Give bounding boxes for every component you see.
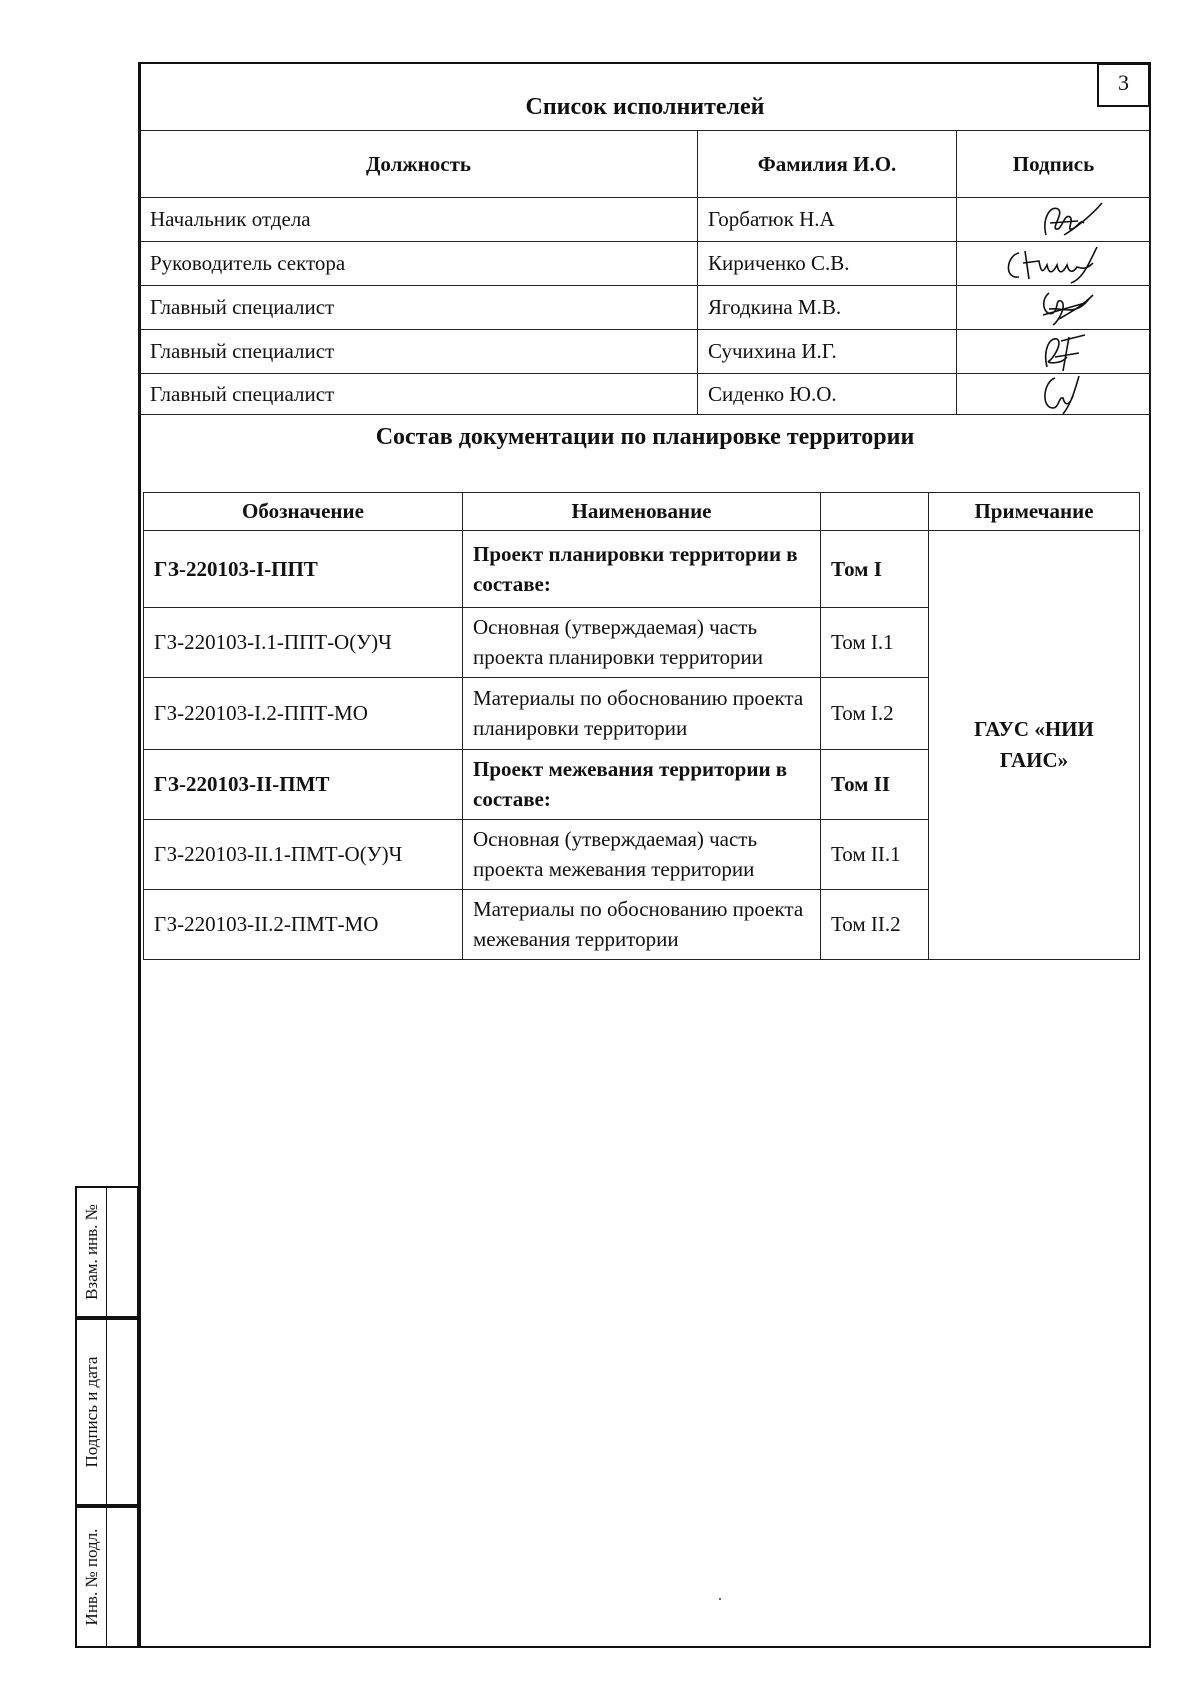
- volume-cell: Том I.2: [821, 677, 929, 749]
- volume-cell: Том II.2: [821, 889, 929, 959]
- signature-cell: [957, 374, 1151, 415]
- header-position: Должность: [140, 131, 698, 198]
- executor-name: Сучихина И.Г.: [698, 330, 957, 374]
- table-row: [140, 286, 1151, 330]
- executor-name: Кириченко С.В.: [698, 242, 957, 286]
- table-row: [140, 330, 1151, 374]
- table-row: [144, 531, 1140, 608]
- side-stamp-label: Подпись и дата: [81, 1356, 101, 1468]
- side-stamp-signature-date: [75, 1318, 139, 1506]
- signature-cell: [957, 198, 1151, 242]
- designation-cell: ГЗ-220103-I-ППТ: [144, 531, 463, 608]
- handwritten-signature: [989, 331, 1119, 373]
- executor-name: Сиденко Ю.О.: [698, 374, 957, 415]
- name-cell: Основная (утверждаемая) часть проекта межевания территории: [463, 819, 821, 889]
- designation-cell: ГЗ-220103-II-ПМТ: [144, 749, 463, 819]
- table-row: [140, 374, 1151, 415]
- side-stamp-replacement-inv: [75, 1186, 139, 1318]
- executor-position: Руководитель сектора: [140, 242, 698, 286]
- table-row: [140, 198, 1151, 242]
- signature-cell: [957, 330, 1151, 374]
- name-cell: Проект межевания территории в составе:: [463, 749, 821, 819]
- side-stamp-original-inv: [75, 1506, 139, 1648]
- scan-speck: [719, 1598, 721, 1600]
- name-cell: Материалы по обоснованию проекта планировки территории: [463, 677, 821, 749]
- side-stamp-label: Взам. инв. №: [81, 1204, 101, 1300]
- handwritten-signature: [989, 374, 1119, 414]
- executors-table: [139, 130, 1151, 415]
- volume-cell: Том I.1: [821, 608, 929, 678]
- handwritten-signature: [994, 199, 1114, 241]
- documentation-table: [143, 492, 1140, 960]
- executor-name: Ягодкина М.В.: [698, 286, 957, 330]
- executors-title: Список исполнителей: [525, 94, 765, 120]
- documentation-title: Состав документации по планировке территории: [375, 424, 915, 450]
- executor-position: Главный специалист: [140, 374, 698, 415]
- name-cell: Проект планировки территории в составе:: [463, 531, 821, 608]
- name-cell: Основная (утверждаемая) часть проекта планировки территории: [463, 608, 821, 678]
- header-signature: Подпись: [957, 131, 1151, 198]
- documentation-header-row: [144, 493, 1140, 531]
- designation-cell: ГЗ-220103-II.2-ПМТ-МО: [144, 889, 463, 959]
- header-volume: [821, 493, 929, 531]
- header-note: Примечание: [929, 493, 1140, 531]
- handwritten-signature: [989, 287, 1119, 329]
- header-designation: Обозначение: [144, 493, 463, 531]
- executors-header-row: [140, 131, 1151, 198]
- signature-cell: [957, 242, 1151, 286]
- designation-cell: ГЗ-220103-I.1-ППТ-О(У)Ч: [144, 608, 463, 678]
- handwritten-signature: [979, 243, 1129, 285]
- executor-name: Горбатюк Н.А: [698, 198, 957, 242]
- designation-cell: ГЗ-220103-II.1-ПМТ-О(У)Ч: [144, 819, 463, 889]
- table-row: [140, 242, 1151, 286]
- header-name: Наименование: [463, 493, 821, 531]
- header-name: Фамилия И.О.: [698, 131, 957, 198]
- page-number: 3: [1097, 63, 1150, 107]
- name-cell: Материалы по обоснованию проекта межевания территории: [463, 889, 821, 959]
- note-cell: ГАУС «НИИ ГАИС»: [929, 531, 1140, 960]
- volume-cell: Том II.1: [821, 819, 929, 889]
- executor-position: Главный специалист: [140, 330, 698, 374]
- executor-position: Начальник отдела: [140, 198, 698, 242]
- volume-cell: Том I: [821, 531, 929, 608]
- signature-cell: [957, 286, 1151, 330]
- volume-cell: Том II: [821, 749, 929, 819]
- designation-cell: ГЗ-220103-I.2-ППТ-МО: [144, 677, 463, 749]
- executor-position: Главный специалист: [140, 286, 698, 330]
- side-stamp-label: Инв. № подл.: [81, 1528, 101, 1626]
